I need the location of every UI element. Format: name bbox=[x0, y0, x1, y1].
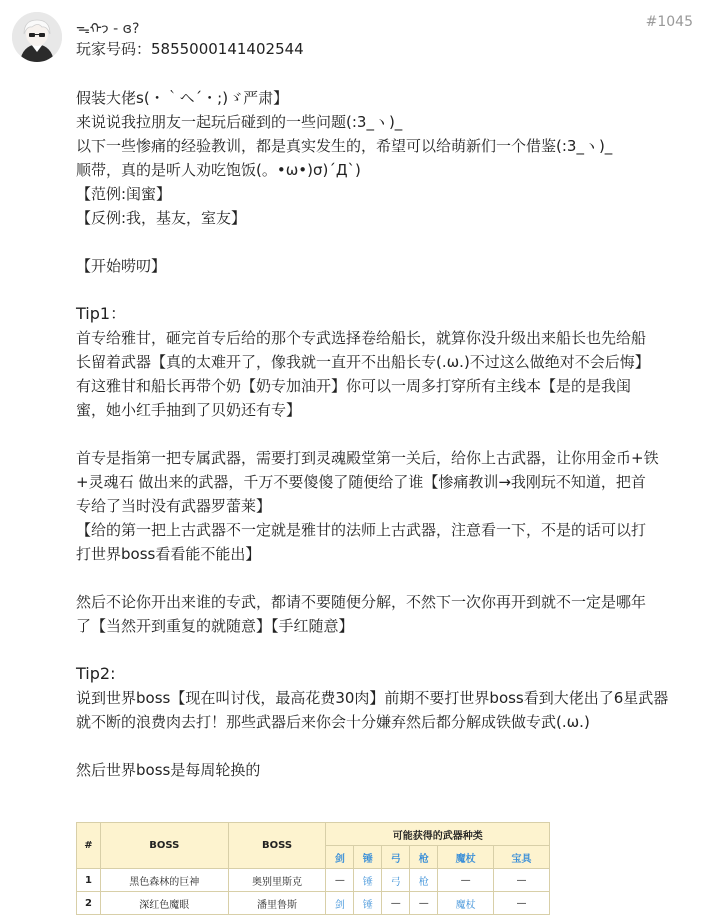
floor-number: #1045 bbox=[645, 14, 693, 30]
para2-line: 首专是指第一把专属武器，需要打到灵魂殿堂第一关后，给你上古武器，让你用金币+铁 bbox=[76, 449, 659, 467]
tip1-line: 首专给雅甘，砸完首专后给的那个专武选择卷给船长，就算你没升级出来船长也先给船 bbox=[76, 329, 647, 347]
table-row bbox=[77, 869, 550, 892]
avatar-image bbox=[12, 12, 62, 62]
table-cell-weapon: 枪 bbox=[410, 869, 438, 892]
table-cell-weapon: 魔杖 bbox=[438, 892, 494, 915]
para2-line: +灵魂石 做出来的武器，千万不要傻傻了随便给了谁【惨痛教训→我刚玩不知道，把首 bbox=[76, 473, 646, 491]
para3-line: 然后不论你开出来谁的专武，都请不要随便分解，不然下一次你再开到就不一定是哪年 bbox=[76, 593, 647, 611]
intro-line: 假装大佬s(・｀ヘ´・;)ゞ严肃】 bbox=[76, 89, 289, 107]
table-header-boss: BOSS bbox=[228, 823, 326, 869]
table-cell-weapon: — bbox=[494, 869, 550, 892]
start-line: 【开始唠叨】 bbox=[76, 257, 167, 275]
table-cell-weapon: 剑 bbox=[326, 892, 354, 915]
table-cell-boss: 奥别里斯克 bbox=[228, 869, 326, 892]
table-cell-weapon: — bbox=[382, 892, 410, 915]
username[interactable]: ᯓᡣ𐭩 - ɞ? bbox=[76, 21, 140, 37]
table-header-weapon: 剑 bbox=[326, 846, 354, 869]
intro-line: 【反例:我，基友，室友】 bbox=[76, 209, 247, 227]
table-cell-weapon: — bbox=[438, 869, 494, 892]
intro-line: 【范例:闺蜜】 bbox=[76, 185, 172, 203]
table-header-weapon: 枪 bbox=[410, 846, 438, 869]
table-header-weapon: 宝具 bbox=[494, 846, 550, 869]
table-cell-boss: 潘里鲁斯 bbox=[228, 892, 326, 915]
para2-line: 【给的第一把上古武器不一定就是雅甘的法师上古武器，注意看一下，不是的话可以打 bbox=[76, 521, 647, 539]
tip2-title: Tip2: bbox=[76, 664, 116, 683]
table-cell-num: 2 bbox=[77, 892, 101, 915]
tip1-line: 有这雅甘和船长再带个奶【奶专加油开】你可以一周多打穿所有主线本【是的是我闺 bbox=[76, 377, 632, 395]
table-header-weapon-group: 可能获得的武器种类 bbox=[326, 823, 550, 846]
intro-line: 来说说我拉朋友一起玩后碰到的一些问题(:3_ヽ)_ bbox=[76, 113, 403, 131]
table-cell-boss: 深红色魔眼 bbox=[100, 892, 228, 915]
intro-line: 以下一些惨痛的经验教训，都是真实发生的，希望可以给萌新们一个借鉴(:3_ヽ)_ bbox=[76, 137, 613, 155]
tip1-line: 蜜，她小红手抽到了贝奶还有专】 bbox=[76, 401, 302, 419]
para3-line: 了【当然开到重复的就随意】【手红随意】 bbox=[76, 617, 354, 635]
table-cell-weapon: 锤 bbox=[354, 869, 382, 892]
avatar[interactable] bbox=[12, 12, 62, 62]
table-header-boss: BOSS bbox=[100, 823, 228, 869]
para4-line: 然后世界boss是每周轮换的 bbox=[76, 761, 261, 779]
para2-line: 打世界boss看看能不能出】 bbox=[76, 545, 261, 563]
tip1-title: Tip1： bbox=[76, 304, 127, 323]
table-row bbox=[77, 892, 550, 915]
post-body bbox=[76, 86, 696, 782]
tip1-line: 长留着武器【真的太难开了，像我就一直开不出船长专(.ω.)不过这么做绝对不会后悔】 bbox=[76, 353, 650, 371]
tip2-line: 说到世界boss【现在叫讨伐，最高花费30肉】前期不要打世界boss看到大佬出了6星武器 bbox=[76, 689, 669, 707]
table-cell-weapon: — bbox=[494, 892, 550, 915]
intro-line: 顺带，真的是听人劝吃饱饭(。•ω•)σ)´Д`) bbox=[76, 161, 361, 179]
table-header-weapon: 魔杖 bbox=[438, 846, 494, 869]
table-cell-weapon: 锤 bbox=[354, 892, 382, 915]
table-header-num: # bbox=[77, 823, 101, 869]
table-header-weapon: 弓 bbox=[382, 846, 410, 869]
player-id: 玩家号码：5855000141402544 bbox=[76, 40, 304, 58]
tip2-line: 就不断的浪费肉去打！那些武器后来你会十分嫌弃然后都分解成铁做专武(.ω.) bbox=[76, 713, 590, 731]
table-cell-num: 1 bbox=[77, 869, 101, 892]
para2-line: 专给了当时没有武器罗蕾莱】 bbox=[76, 497, 272, 515]
table-cell-weapon: — bbox=[410, 892, 438, 915]
table-cell-weapon: — bbox=[326, 869, 354, 892]
table-header-weapon: 锤 bbox=[354, 846, 382, 869]
table-cell-boss: 黑色森林的巨神 bbox=[100, 869, 228, 892]
weapon-table bbox=[76, 822, 550, 915]
table-cell-weapon: 弓 bbox=[382, 869, 410, 892]
